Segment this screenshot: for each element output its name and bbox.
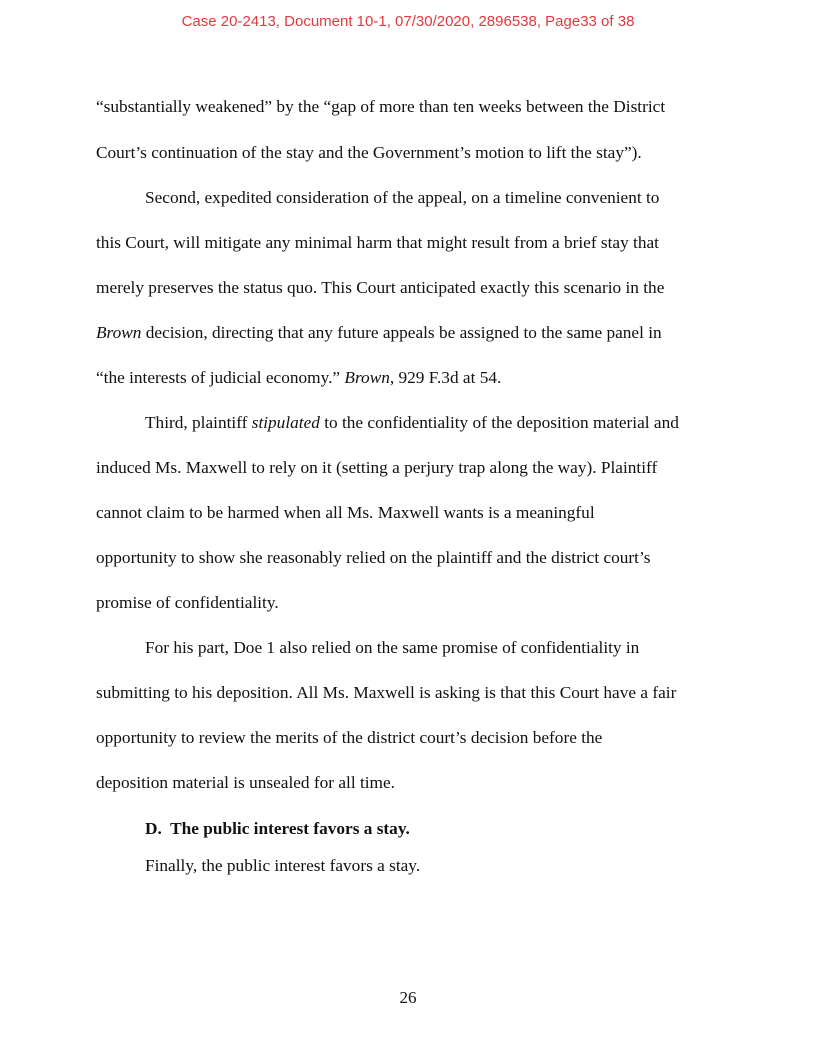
paragraph-final: Finally, the public interest favors a stay. — [145, 856, 421, 875]
paragraph-second-start: Second, expedited consideration of the appeal, on a timeline convenient to — [145, 188, 660, 207]
text-line: this Court, will mitigate any minimal harm that might result from a brief stay that — [96, 233, 659, 252]
text-line: induced Ms. Maxwell to rely on it (setting a perjury trap along the way). Plaintiff — [96, 458, 658, 477]
text-line: promise of confidentiality. — [96, 593, 279, 612]
paragraph-third-start — [145, 413, 679, 433]
case-header: Case 20-2413, Document 10-1, 07/30/2020, 2896538, Page33 of 38 — [181, 13, 635, 30]
case-citation-italic: Brown — [344, 368, 390, 387]
emphasis-italic: stipulated — [251, 413, 320, 432]
text-span: , 929 F.3d at 54. — [389, 368, 502, 387]
text-line: submitting to his deposition. All Ms. Maxwell is asking is that this Court have a fair — [96, 683, 677, 702]
case-citation-italic: Brown — [96, 323, 142, 342]
text-line: “substantially weakened” by the “gap of more than ten weeks between the District — [96, 97, 666, 116]
text-line: merely preserves the status quo. This Court anticipated exactly this scenario in the — [96, 278, 665, 297]
text-span: “the interests of judicial economy.” — [96, 368, 345, 387]
text-line: Court’s continuation of the stay and the Government’s motion to lift the stay”). — [96, 143, 642, 162]
text-span: to the confidentiality of the deposition material and — [319, 413, 679, 432]
text-span: Third, plaintiff — [145, 413, 252, 432]
text-line: opportunity to review the merits of the district court’s decision before the — [96, 728, 603, 747]
text-line — [96, 368, 501, 388]
text-line: deposition material is unsealed for all time. — [96, 773, 395, 792]
text-line: opportunity to show she reasonably relied on the plaintiff and the district court’s — [96, 548, 651, 567]
text-line: cannot claim to be harmed when all Ms. Maxwell wants is a meaningful — [96, 503, 595, 522]
text-line — [96, 323, 662, 343]
page-number: 26 — [399, 988, 417, 1007]
text-span: decision, directing that any future appeals be assigned to the same panel in — [141, 323, 662, 342]
paragraph-doe-start: For his part, Doe 1 also relied on the same promise of confidentiality in — [145, 638, 640, 657]
section-heading: D. The public interest favors a stay. — [145, 819, 410, 838]
